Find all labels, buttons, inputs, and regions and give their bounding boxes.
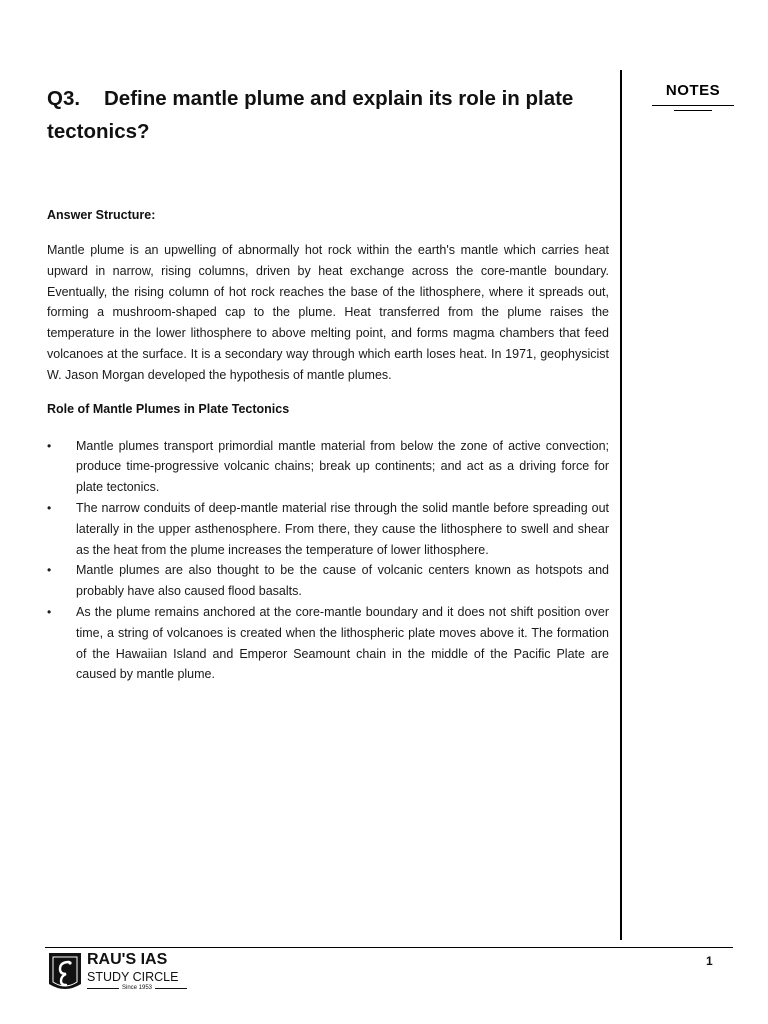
notes-column-divider	[620, 70, 622, 940]
raus-ias-logo	[47, 950, 192, 996]
logo-since-line-right	[155, 988, 187, 989]
logo-since-line-left	[87, 988, 119, 989]
bullet-text: Mantle plumes are also thought to be the cause of volcanic centers known as hotspots and probably have also caused flood basalts.	[76, 563, 609, 599]
list-item	[47, 560, 609, 602]
list-item	[47, 498, 609, 560]
role-bullet-list	[47, 436, 609, 686]
intro-paragraph: Mantle plume is an upwelling of abnormally hot rock within the earth's mantle which carries heat upward in narrow, rising columns, driven by heat exchange across the core-mantle boundary. Eventually, the rising column of hot rock reaches the base of the lithosphere, where it spreads out, forming a mushroom-shaped cap to the plume. Heat transferred from the plume raises the temperature in the lower lithosphere to above melting point, and forms magma chambers that feed volcanoes at the surface. It is a secondary way through which earth loses heat. In 1971, geophysicist W. Jason Morgan developed the hypothesis of mantle plumes.	[47, 243, 609, 382]
bullet-icon: •	[47, 500, 52, 515]
bullet-icon: •	[47, 604, 52, 619]
bullet-text: Mantle plumes transport primordial mantle material from below the zone of active convection; produce time-progressive volcanic chains; break up continents; and act as a driving force for plate tectonics.	[76, 438, 609, 495]
main-content	[47, 82, 609, 685]
notes-header	[648, 82, 738, 111]
notes-title: NOTES	[665, 82, 721, 99]
bullet-icon: •	[47, 563, 52, 578]
notes-underline	[652, 105, 734, 106]
logo-since-row	[87, 983, 187, 993]
logo-since: Since 1953	[121, 985, 153, 991]
list-item	[47, 436, 609, 498]
question-heading	[47, 82, 609, 148]
bullet-icon: •	[47, 438, 52, 453]
answer-structure-label: Answer Structure:	[47, 208, 156, 222]
question-number: Q3.	[47, 87, 81, 110]
role-heading: Role of Mantle Plumes in Plate Tectonics	[47, 401, 290, 416]
bullet-text: As the plume remains anchored at the core-mantle boundary and it does not shift position over time, a string of volcanoes is created when the lithospheric plate moves above it. The formation of the Hawaiian Island and Emperor Seamount chain in the middle of the Pacific Plate are caused by mantle plume.	[76, 604, 609, 682]
list-item	[47, 602, 609, 685]
footer-rule	[45, 947, 733, 948]
page-number: 1	[706, 954, 713, 968]
logo-name: RAU'S IAS	[87, 951, 168, 968]
logo-subtitle: STUDY CIRCLE	[87, 970, 179, 984]
bullet-text: The narrow conduits of deep-mantle material rise through the solid mantle before spreading out laterally in the upper asthenosphere. From there, they cause the lithosphere to swell and shear as the heat from the plume increases the temperature of lower lithosphere.	[76, 500, 609, 557]
notes-underline-short	[674, 110, 712, 111]
question-text: Define mantle plume and explain its role in plate tectonics?	[47, 87, 574, 143]
logo-emblem-icon	[47, 950, 83, 994]
